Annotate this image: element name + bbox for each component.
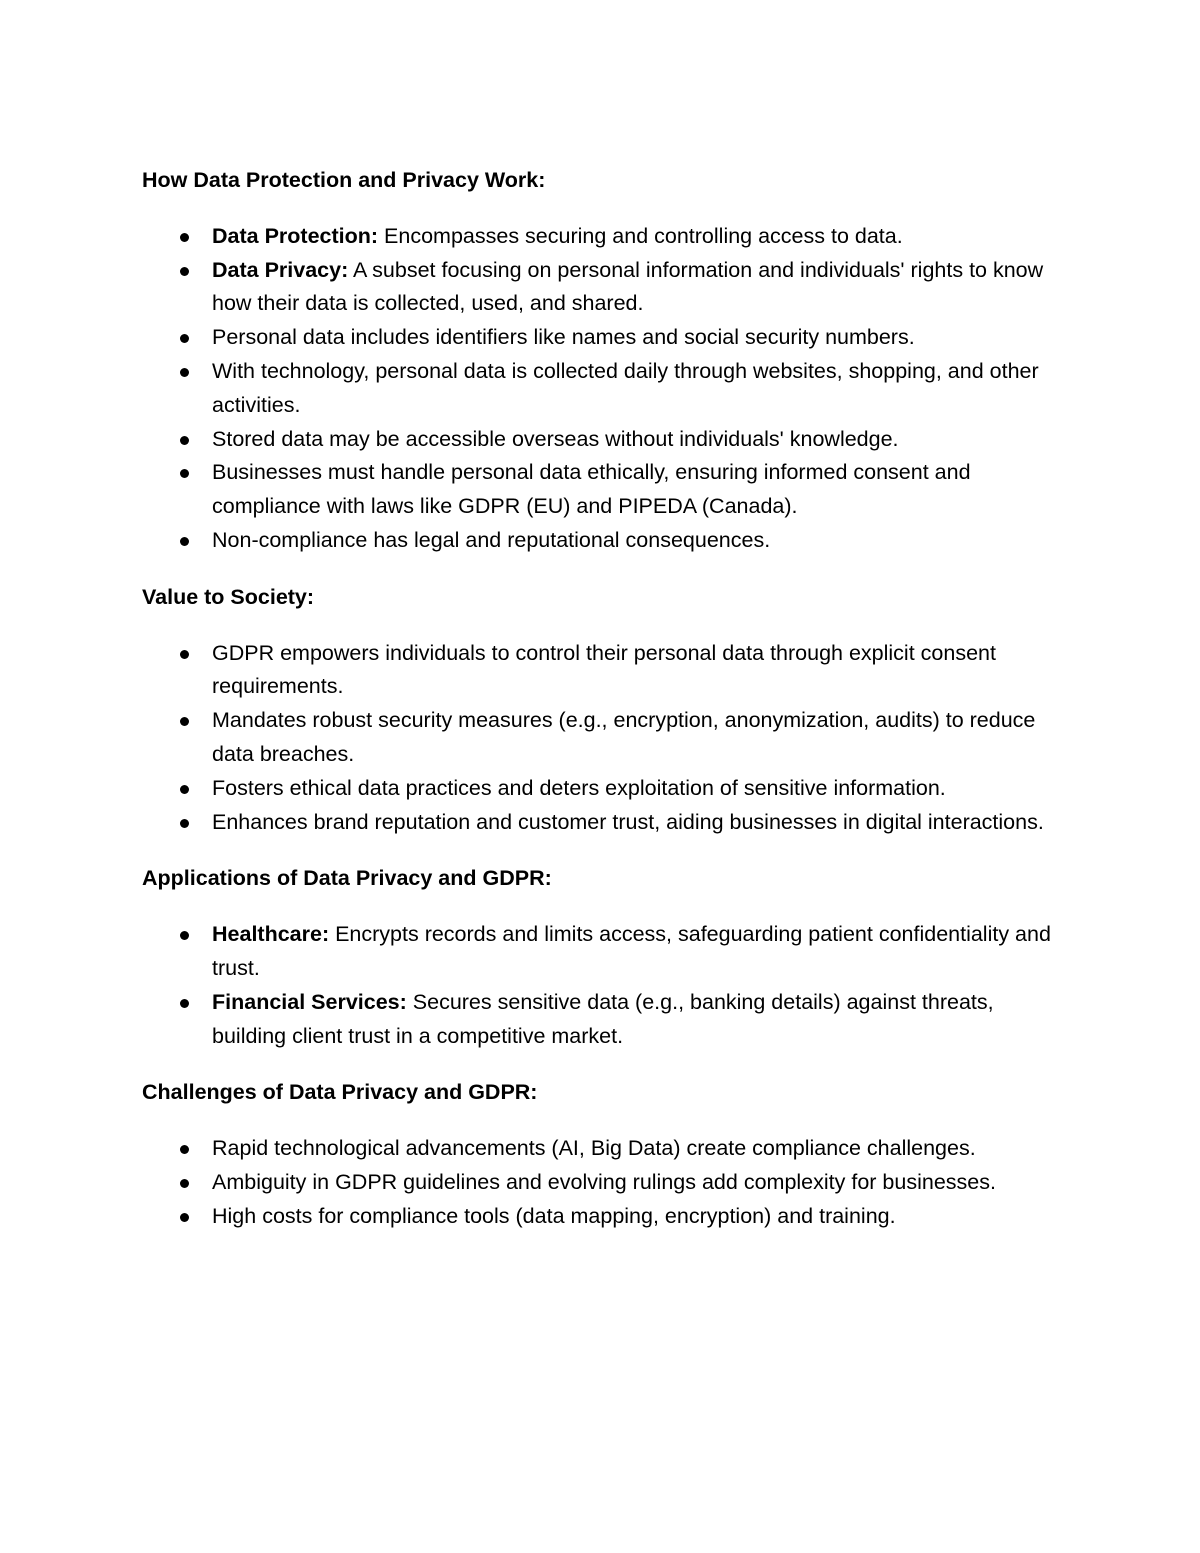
list-item — [212, 254, 1072, 322]
item-text: Ambiguity in GDPR guidelines and evolving rulings add complexity for businesses. — [212, 1169, 996, 1194]
document-section — [142, 1076, 1072, 1233]
document-section — [142, 581, 1072, 840]
item-text: Rapid technological advancements (AI, Big Data) create compliance challenges. — [212, 1136, 976, 1161]
bullet-list — [142, 637, 1072, 840]
document-page — [142, 164, 1072, 1257]
list-item — [212, 918, 1072, 986]
item-text: Secures sensitive data (e.g., banking details) against threats, building client trust in a competitive market. — [212, 989, 994, 1048]
item-text: Encompasses securing and controlling access to data. — [378, 223, 903, 248]
list-item — [212, 704, 1072, 772]
item-label: Financial Services: — [212, 989, 407, 1014]
list-item — [212, 772, 1072, 806]
item-text: Stored data may be accessible overseas without individuals' knowledge. — [212, 426, 899, 451]
bullet-icon — [180, 931, 189, 940]
item-text: Enhances brand reputation and customer trust, aiding businesses in digital interactions. — [212, 809, 1044, 834]
bullet-icon — [180, 368, 189, 377]
section-heading: Challenges of Data Privacy and GDPR: — [142, 1080, 538, 1105]
list-item — [212, 637, 1072, 705]
bullet-icon — [180, 819, 189, 828]
section-heading: Value to Society: — [142, 584, 315, 609]
item-text: High costs for compliance tools (data mapping, encryption) and training. — [212, 1203, 896, 1228]
bullet-icon — [180, 717, 189, 726]
bullet-list — [142, 220, 1072, 558]
list-item — [212, 1200, 1072, 1234]
list-item — [212, 355, 1072, 423]
item-text: Mandates robust security measures (e.g., encryption, anonymization, audits) to reduce data breaches. — [212, 708, 1036, 766]
item-label: Data Protection: — [212, 223, 379, 248]
item-text: Businesses must handle personal data ethically, ensuring informed consent and compliance with laws like GDPR (EU) and PIPEDA (Canada). — [212, 460, 971, 519]
list-item — [212, 423, 1072, 457]
list-item — [212, 1166, 1072, 1200]
section-heading: Applications of Data Privacy and GDPR: — [142, 866, 552, 891]
bullet-icon — [180, 650, 189, 659]
bullet-icon — [180, 469, 189, 478]
list-item — [212, 220, 1072, 254]
item-text: GDPR empowers individuals to control their personal data through explicit consent requirements. — [212, 640, 996, 699]
bullet-icon — [180, 785, 189, 794]
item-label: Data Privacy: — [212, 257, 349, 282]
list-item — [212, 524, 1072, 558]
list-item — [212, 986, 1072, 1054]
bullet-icon — [180, 1213, 189, 1222]
item-text: Encrypts records and limits access, safeguarding patient confidentiality and trust. — [212, 922, 1051, 980]
list-item — [212, 1132, 1072, 1166]
bullet-icon — [180, 537, 189, 546]
item-text: Non-compliance has legal and reputational consequences. — [212, 527, 771, 552]
list-item — [212, 806, 1072, 840]
item-text: A subset focusing on personal information and individuals' rights to know how their data is collected, used, and shared. — [212, 257, 1044, 316]
bullet-list — [142, 918, 1072, 1053]
bullet-list — [142, 1132, 1072, 1233]
bullet-icon — [180, 436, 189, 445]
bullet-icon — [180, 334, 189, 343]
bullet-icon — [180, 267, 189, 276]
document-section — [142, 164, 1072, 558]
item-text: Personal data includes identifiers like names and social security numbers. — [212, 325, 915, 350]
item-text: With technology, personal data is collected daily through websites, shopping, and other activities. — [212, 358, 1039, 417]
item-label: Healthcare: — [212, 922, 330, 947]
list-item — [212, 321, 1072, 355]
bullet-icon — [180, 233, 189, 242]
section-heading: How Data Protection and Privacy Work: — [142, 168, 546, 192]
bullet-icon — [180, 1145, 189, 1154]
list-item — [212, 456, 1072, 524]
bullet-icon — [180, 1179, 189, 1188]
bullet-icon — [180, 999, 189, 1008]
item-text: Fosters ethical data practices and deters exploitation of sensitive information. — [212, 775, 946, 800]
document-section — [142, 862, 1072, 1053]
